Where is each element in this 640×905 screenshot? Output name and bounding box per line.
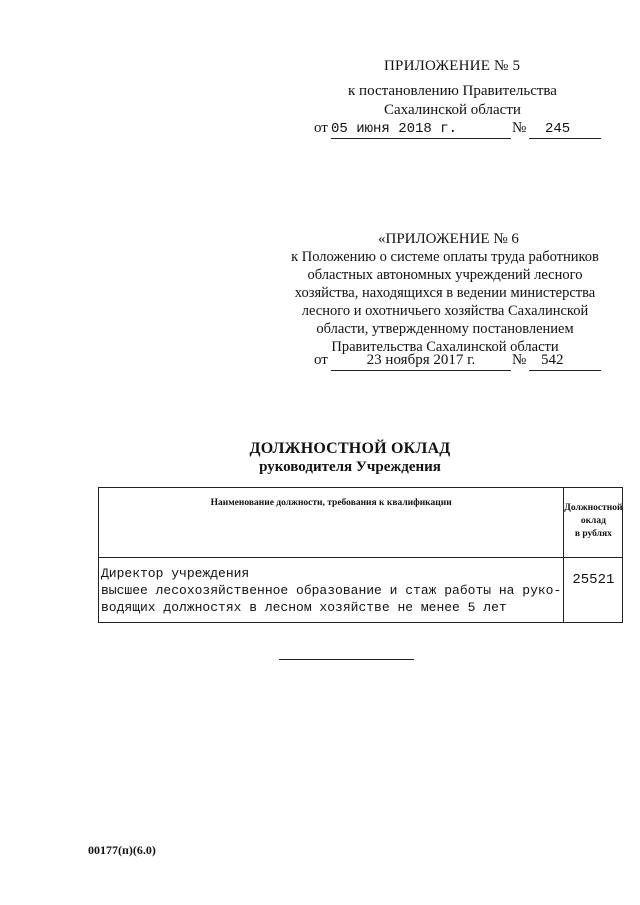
position-requirement-line: высшее лесохозяйственное образование и стаж работы на руко- [101,583,562,598]
header-amount-line: в рублях [574,529,612,539]
salary-amount-cell: 25521 [564,558,623,623]
appendix6-number-value: 542 [541,352,564,368]
appendix5-number-prefix: № [512,120,527,136]
appendix6-block [280,230,620,356]
appendix5-date-field [331,120,511,139]
appendix5-line2: Сахалинской области [384,102,521,118]
appendix5-title: ПРИЛОЖЕНИЕ № 5 [384,58,521,74]
position-title: Директор учреждения [101,566,250,581]
appendix6-line: хозяйства, находящихся в ведении министерства [294,285,596,301]
appendix6-line: к Положению о системе оплаты труда работников [291,249,599,265]
appendix6-line: Правительства Сахалинской области [331,339,559,355]
appendix6-line: областных автономных учреждений лесного [307,267,583,283]
header-amount-line: Должностной [564,503,623,513]
appendix6-line: лесного и охотничьего хозяйства Сахалинской [301,303,589,319]
header-salary-amount [564,488,623,558]
appendix6-date-prefix: от [314,352,328,368]
appendix6-line: области, утвержденному постановлением [316,321,574,337]
appendix5-date-value: 05 июня 2018 г. [331,121,458,137]
position-requirement-line: водящих должностях в лесном хозяйстве не менее 5 лет [101,600,507,615]
end-separator-line [279,659,414,660]
appendix5-date-line [314,120,614,140]
appendix5-line1: к постановлению Правительства [348,83,557,99]
table-row [99,558,623,623]
heading-title: ДОЛЖНОСТНОЙ ОКЛАД [249,440,451,457]
table-header-row [99,488,623,558]
appendix6-date-value: 23 ноября 2017 г. [331,352,511,371]
appendix5-date-prefix: от [314,120,328,136]
position-description-cell [99,558,564,623]
header-amount-line: оклад [580,516,606,526]
appendix6-title: «ПРИЛОЖЕНИЕ № 6 [378,231,519,247]
appendix6-number-field [529,352,601,371]
appendix5-number-value: 245 [545,121,571,137]
document-heading [0,440,640,476]
heading-subtitle: руководителя Учреждения [259,459,441,475]
appendix5-number-field [529,120,601,139]
footer-document-code: 00177(п)(6.0) [88,843,156,857]
appendix6-number-prefix: № [512,352,527,368]
salary-table [98,487,623,623]
header-position-name: Наименование должности, требования к квалификации [99,488,564,558]
appendix6-date-line [314,352,614,372]
